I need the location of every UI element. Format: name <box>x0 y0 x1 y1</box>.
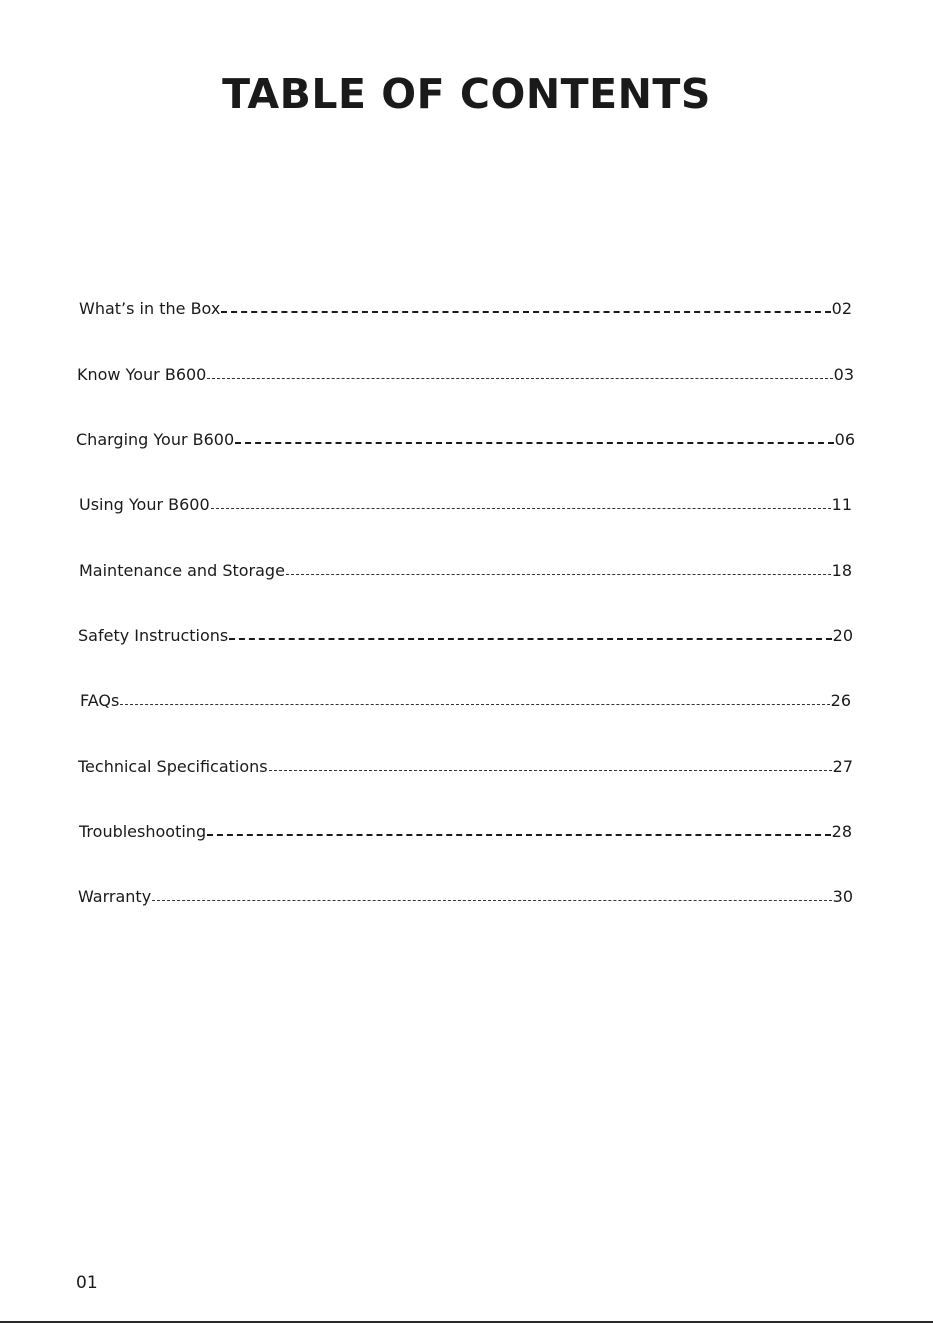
toc-entry-label: Charging Your B600 <box>76 430 235 449</box>
toc-entry-label: Know Your B600 <box>77 365 207 384</box>
toc-entry-technical-specifications[interactable] <box>78 755 853 779</box>
toc-entry-label: FAQs <box>80 691 120 710</box>
bottom-rule <box>0 1321 933 1323</box>
toc-entry-label: Warranty <box>78 887 152 906</box>
toc-entry-page: 11 <box>831 495 852 514</box>
toc-entry-label: Using Your B600 <box>79 495 210 514</box>
toc-entry-page: 26 <box>830 691 851 710</box>
toc-entry-warranty[interactable] <box>78 885 853 909</box>
toc-leader-dots <box>229 638 831 640</box>
toc-entry-label: Troubleshooting <box>79 822 207 841</box>
toc-entry-page: 03 <box>833 365 854 384</box>
toc-entry-using-your-b600[interactable] <box>79 493 852 517</box>
toc-leader-dots <box>207 378 832 379</box>
toc-leader-dots <box>221 311 830 313</box>
toc-entry-faqs[interactable] <box>80 689 851 713</box>
toc-leader-dots <box>235 442 833 444</box>
toc-leader-dots <box>120 704 829 705</box>
page-title: TABLE OF CONTENTS <box>222 70 711 118</box>
toc-entry-label: What’s in the Box <box>79 299 221 318</box>
toc-entry-troubleshooting[interactable] <box>79 820 852 844</box>
toc-entry-label: Technical Specifications <box>78 757 268 776</box>
toc-leader-dots <box>286 574 831 575</box>
toc-entry-label: Maintenance and Storage <box>79 561 285 580</box>
toc-leader-dots <box>269 770 832 771</box>
toc-leader-dots <box>152 900 831 901</box>
toc-leader-dots <box>207 834 831 836</box>
toc-entry-page: 27 <box>832 757 853 776</box>
toc-entry-know-your-b600[interactable] <box>77 363 854 387</box>
toc-entry-label: Safety Instructions <box>78 626 229 645</box>
toc-leader-dots <box>211 508 831 509</box>
toc-entry-page: 28 <box>831 822 852 841</box>
page-number: 01 <box>76 1273 98 1293</box>
toc-entry-whats-in-the-box[interactable] <box>79 297 852 321</box>
toc-entry-maintenance-and-storage[interactable] <box>79 559 852 583</box>
toc-entry-page: 06 <box>834 430 855 449</box>
toc-entry-safety-instructions[interactable] <box>78 624 853 648</box>
toc-entry-page: 30 <box>832 887 853 906</box>
toc-entry-charging-your-b600[interactable] <box>76 428 855 452</box>
toc-entry-page: 18 <box>831 561 852 580</box>
toc-entry-page: 02 <box>831 299 852 318</box>
toc-entry-page: 20 <box>832 626 853 645</box>
